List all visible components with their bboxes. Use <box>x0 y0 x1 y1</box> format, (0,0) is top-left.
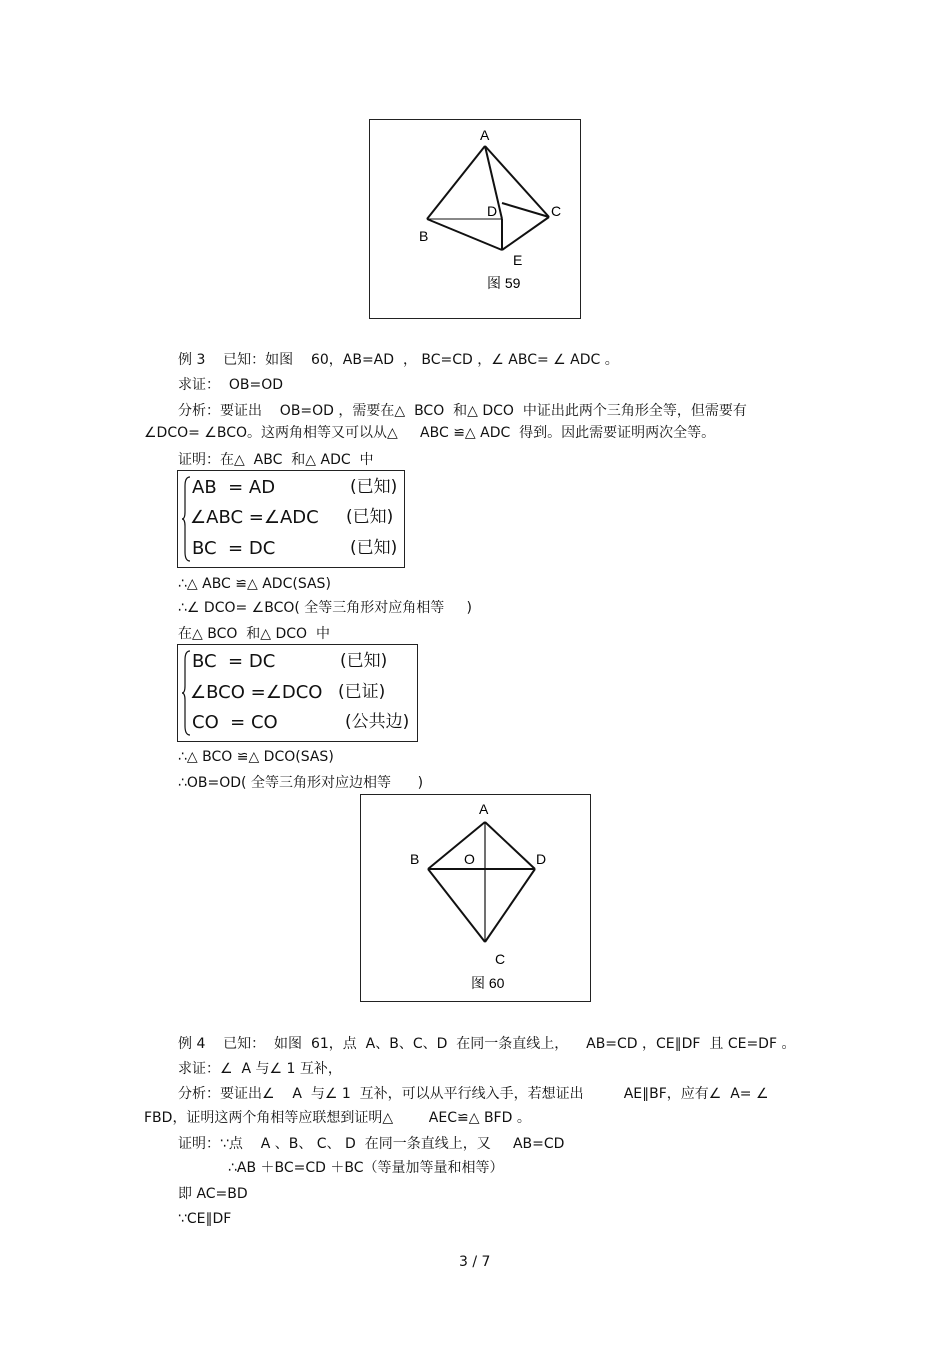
ex3-conclusion-4: ∴OB=OD( 全等三角形对应边相等 ) <box>178 775 424 791</box>
fig60-label-d: D <box>536 851 547 867</box>
figure-60 <box>360 794 591 1002</box>
figure-60-diagram <box>361 795 592 1003</box>
ex4-analysis: 分析：要证出∠ A 与∠ 1 互补，可以从平行线入手，若想证出 AE∥BF，应有∠ A= ∠ <box>178 1086 769 1102</box>
fig59-label-d: D <box>487 203 498 219</box>
ex3-conclusion-3: ∴△ BCO ≌△ DCO(SAS) <box>178 749 334 765</box>
ex4-proof-step-2: 即 AC=BD <box>178 1186 248 1202</box>
ex3-in-triangles: 在△ BCO 和△ DCO 中 <box>178 626 330 642</box>
sys1-eq-1: AB = AD <box>192 477 276 498</box>
sys1-eq-3: BC = DC <box>192 538 276 559</box>
ex4-prove: 求证：∠ A 与∠ 1 互补， <box>178 1061 342 1077</box>
ex4-proof-start: 证明：∵点 A 、B、 C、 D 在同一条直线上，又 AB=CD <box>178 1136 565 1152</box>
sys2-reason-2: (已证) <box>338 682 386 702</box>
equation-system-2 <box>177 644 418 742</box>
ex3-prove: 求证： OB=OD <box>178 377 284 393</box>
sys1-reason-2: (已知) <box>346 507 394 527</box>
fig60-label-a: A <box>479 801 489 817</box>
sys2-reason-3: (公共边) <box>345 712 410 732</box>
sys1-reason-3: (已知) <box>350 538 398 558</box>
fig59-caption: 图 59 <box>487 275 521 291</box>
sys2-eq-2: ∠BCO =∠DCO <box>190 682 323 703</box>
sys2-eq-1: BC = DC <box>192 651 276 672</box>
fig59-label-a: A <box>480 127 490 143</box>
sys1-eq-2: ∠ABC =∠ADC <box>190 507 319 528</box>
ex4-given: 例 4 已知： 如图 61，点 A、B、C、D 在同一条直线上， AB=CD ，CE∥DF 且 CE=DF 。 <box>178 1036 796 1052</box>
fig60-caption: 图 60 <box>471 975 505 991</box>
brace-icon <box>182 650 190 736</box>
equation-system-1 <box>177 470 405 568</box>
fig60-label-c: C <box>495 951 506 967</box>
figure-59 <box>369 119 581 319</box>
brace-icon <box>182 476 190 562</box>
ex4-proof-step-1: ∴AB ＋BC=CD ＋BC（等量加等量和相等） <box>228 1160 504 1176</box>
ex3-analysis-cont: ∠DCO= ∠BCO。这两角相等又可以从△ ABC ≌△ ADC 得到。因此需要证明两次全等。 <box>144 425 716 441</box>
ex4-proof-step-3: ∵CE∥DF <box>178 1211 232 1227</box>
fig59-label-c: C <box>551 203 562 219</box>
fig60-label-o: O <box>464 851 475 867</box>
ex3-conclusion-2: ∴∠ DCO= ∠BCO( 全等三角形对应角相等 ) <box>178 600 472 616</box>
ex3-analysis: 分析：要证出 OB=OD ，需要在△ BCO 和△ DCO 中证出此两个三角形全等，但需要有 <box>178 403 747 419</box>
figure-59-diagram <box>370 120 582 320</box>
sys2-eq-3: CO = CO <box>192 712 278 733</box>
ex3-proof-start: 证明：在△ ABC 和△ ADC 中 <box>178 452 374 468</box>
sys2-reason-1: (已知) <box>340 651 388 671</box>
ex3-given: 例 3 已知：如图 60，AB=AD ， BC=CD ，∠ ABC= ∠ ADC 。 <box>178 352 619 368</box>
ex4-analysis-cont: FBD，证明这两个角相等应联想到证明△ AEC≌△ BFD 。 <box>144 1110 531 1126</box>
fig60-label-b: B <box>410 851 420 867</box>
fig59-label-b: B <box>419 228 429 244</box>
fig59-label-e: E <box>513 252 523 268</box>
page-number: 3 / 7 <box>459 1254 491 1270</box>
sys1-reason-1: (已知) <box>350 477 398 497</box>
ex3-conclusion-1: ∴△ ABC ≌△ ADC(SAS) <box>178 576 331 592</box>
